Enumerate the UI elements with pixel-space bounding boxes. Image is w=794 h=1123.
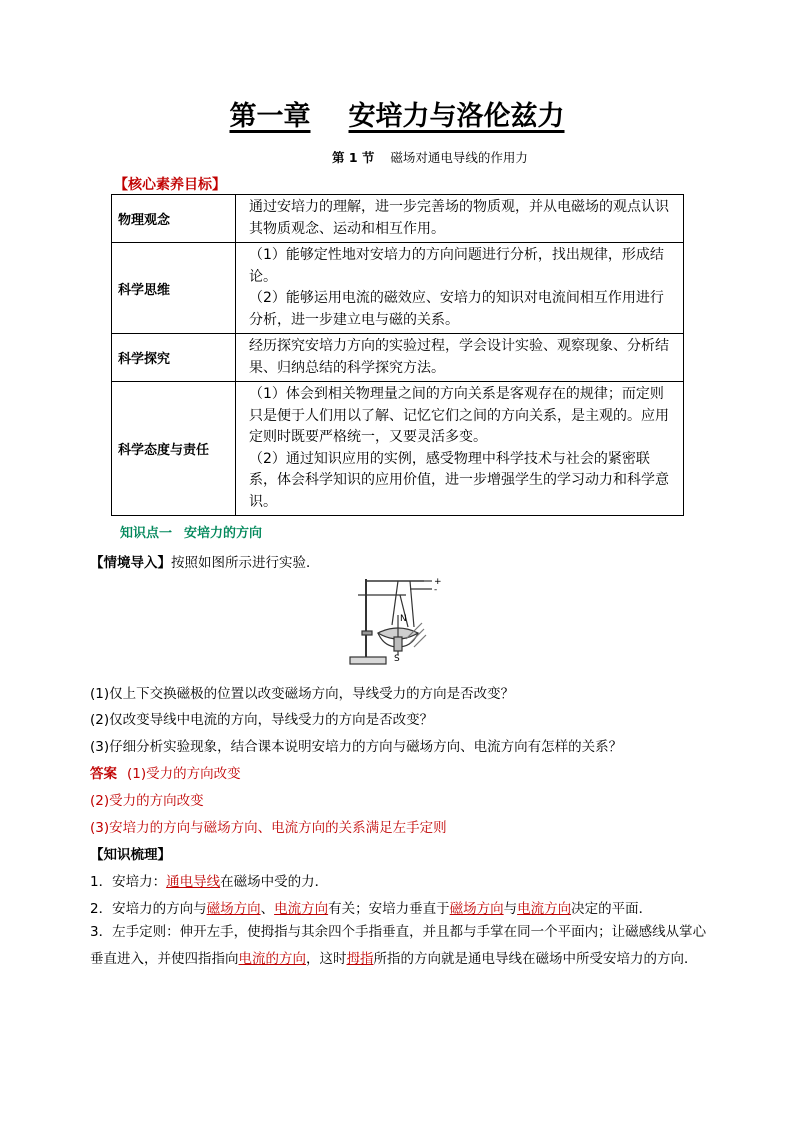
text: 2．安培力的方向与 (90, 901, 207, 917)
row-text: （2）能够运用电流的磁效应、安培力的知识对电流间相互作用进行分析，进一步建立电与磁的关系。 (249, 290, 664, 328)
fill-blank: 拇指 (346, 951, 374, 967)
text: 所指的方向就是通电导线在磁场中所受安培力的方向． (373, 951, 698, 967)
fill-blank: 磁场方向 (206, 901, 261, 917)
chapter-number: 第一章 (229, 101, 311, 132)
answer-line-2: (2)受力的方向改变 (90, 793, 204, 809)
knowledge-point-label: 知识点一 (120, 526, 173, 541)
text: 有关；安培力垂直于 (328, 901, 450, 917)
row-text: （1）体会到相关物理量之间的方向关系是客观存在的规律；而定则只是便于人们用以了解、记忆它们之间的方向关系，是主观的。应用定则时既要严格统一，又要灵活多变。 (249, 386, 669, 445)
chapter-title (0, 94, 794, 133)
north-pole-label: N (400, 614, 407, 624)
question-2: (2)仅改变导线中电流的方向，导线受力的方向是否改变？ (90, 712, 434, 728)
fill-blank: 电流方向 (517, 901, 572, 917)
row-text: （2）通过知识应用的实例，感受物理中科学技术与社会的紧密联系，体会科学知识的应用价值，进一步增强学生的学习动力和科学意识。 (249, 450, 669, 510)
text: 、 (260, 901, 275, 917)
table-row (112, 382, 684, 516)
text: 3．左手定则：伸开左手，使拇指与其余四个手指垂直，并且都与手掌在同一个平面内；让磁感线从掌心垂直进入，并使四指指向 (90, 924, 707, 967)
table-row (112, 334, 684, 382)
answer-text: (1)受力的方向改变 (127, 766, 241, 782)
row-text: （1）能够定性地对安培力的方向问题进行分析，找出规律，形成结论。 (249, 247, 664, 285)
knowledge-item-3 (90, 919, 710, 973)
answer-label: 答案 (90, 766, 117, 782)
knowledge-item-1 (90, 870, 328, 890)
answer-line-3: (3)安培力的方向与磁场方向、电流方向的关系满足左手定则 (90, 820, 447, 836)
row-key: 科学思维 (112, 243, 236, 334)
experiment-figure (348, 575, 448, 667)
row-value (236, 195, 684, 243)
core-goals-heading: 【核心素养目标】 (114, 177, 226, 193)
row-value (236, 334, 684, 382)
minus-terminal-label: - (434, 585, 438, 595)
table-row (112, 195, 684, 243)
knowledge-point-heading (120, 522, 262, 541)
south-pole-label: S (394, 654, 400, 664)
core-goals-table (111, 194, 684, 516)
text: 与 (503, 901, 518, 917)
scenario-intro (90, 551, 320, 571)
knowledge-summary-tag: 【知识梳理】 (90, 847, 171, 863)
fill-blank: 通电导线 (166, 874, 221, 890)
question-3: (3)仔细分析实验现象，结合课本说明安培力的方向与磁场方向、电流方向有怎样的关系？ (90, 739, 623, 755)
fill-blank: 磁场方向 (449, 901, 504, 917)
text: 决定的平面． (571, 901, 653, 917)
section-heading (332, 148, 528, 166)
table-row (112, 243, 684, 334)
answer-line-1 (90, 762, 241, 782)
fill-blank: 电流方向 (274, 901, 329, 917)
scenario-tag: 【情境导入】 (90, 555, 171, 571)
knowledge-point-name: 安培力的方向 (184, 526, 263, 541)
row-text: 经历探究安培力方向的实验过程，学会设计实验、观察现象、分析结果、归纳总结的科学探究方法。 (249, 338, 669, 376)
row-text: 通过安培力的理解，进一步完善场的物质观，并从电磁场的观点认识其物质观念、运动和相互作用。 (249, 199, 669, 237)
text: ，这时 (306, 951, 347, 967)
row-key: 物理观念 (112, 195, 236, 243)
chapter-name: 安培力与洛伦兹力 (348, 101, 565, 132)
plus-terminal-label: + (434, 577, 442, 587)
knowledge-item-2 (90, 897, 652, 917)
row-key: 科学态度与责任 (112, 382, 236, 516)
question-1: (1)仅上下交换磁极的位置以改变磁场方向，导线受力的方向是否改变？ (90, 686, 515, 702)
row-value (236, 382, 684, 516)
section-number: 第 1 节 (332, 150, 375, 165)
fill-blank: 电流的方向 (238, 951, 306, 967)
text: 在磁场中受的力． (220, 874, 329, 890)
text: 1．安培力： (90, 874, 167, 890)
scenario-text: 按照如图所示进行实验． (171, 555, 320, 571)
row-value (236, 243, 684, 334)
row-key: 科学探究 (112, 334, 236, 382)
section-name: 磁场对通电导线的作用力 (390, 150, 528, 165)
